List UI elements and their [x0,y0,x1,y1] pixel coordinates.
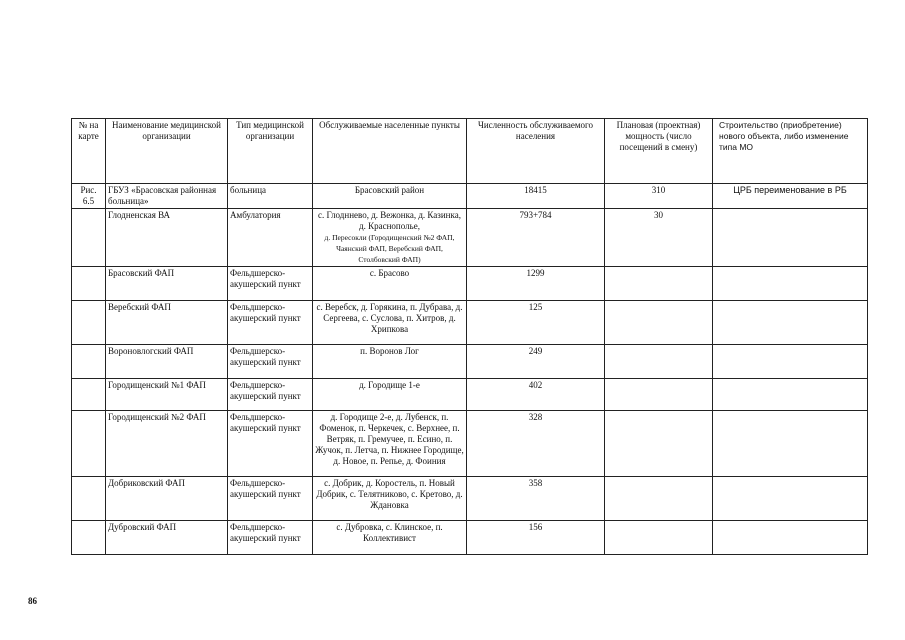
cell-capacity [605,345,713,379]
cell-type-text: больница [230,185,266,195]
cell-num [72,521,106,555]
cell-population-text: 402 [528,380,543,390]
cell-points [313,301,467,345]
cell-population-text: 1299 [526,268,545,278]
cell-points-small-text: д. Пересокли (Городищенский №2 ФАП, Чаянский ФАП, Веребский ФАП, Столбовский ФАП) [324,233,455,264]
cell-name-text: Глодненская ВА [108,210,171,220]
cell-population-text: 328 [528,412,543,422]
cell-points [313,477,467,521]
cell-capacity [605,477,713,521]
cell-capacity [605,411,713,477]
cell-points [313,267,467,301]
cell-capacity [605,267,713,301]
cell-capacity [605,209,713,267]
cell-type-text: Фельдшерско-акушерский пункт [230,346,301,367]
header-name: Наименование медицинской организации [106,119,228,184]
cell-population [467,267,605,301]
cell-population-text: 18415 [524,185,547,195]
cell-name [106,209,228,267]
cell-population-text: 358 [528,478,543,488]
organizations-table [71,118,868,555]
cell-num [72,184,106,209]
cell-num-text: Рис. 6.5 [80,185,97,206]
cell-name [106,411,228,477]
cell-name [106,345,228,379]
cell-population [467,379,605,411]
cell-type-text: Фельдшерско-акушерский пункт [230,302,301,323]
cell-type [228,477,313,521]
cell-capacity-text: 30 [654,210,663,220]
cell-construction [713,209,868,267]
cell-population-text: 125 [528,302,543,312]
cell-population [467,301,605,345]
header-capacity: Плановая (проектная) мощность (число посещений в смену) [605,119,713,184]
table-row [72,301,868,345]
cell-population [467,184,605,209]
cell-construction [713,411,868,477]
cell-construction [713,184,868,209]
cell-points-text: п. Воронов Лог [360,346,419,356]
cell-points-text: с. Дубровка, с. Клинское, п. Коллективист [336,522,443,543]
cell-num [72,345,106,379]
cell-name-text: Городищенский №2 ФАП [108,412,206,422]
table-row [72,521,868,555]
cell-num [72,267,106,301]
cell-name-text: Городищенский №1 ФАП [108,380,206,390]
cell-construction [713,267,868,301]
cell-capacity [605,521,713,555]
cell-type [228,521,313,555]
cell-construction [713,301,868,345]
cell-construction [713,477,868,521]
cell-name [106,477,228,521]
cell-name [106,521,228,555]
cell-construction [713,521,868,555]
table-row [72,477,868,521]
cell-points [313,184,467,209]
table-row [72,379,868,411]
cell-population [467,345,605,379]
table-row [72,267,868,301]
cell-type-text: Фельдшерско-акушерский пункт [230,478,301,499]
header-construction: Строительство (приобретение) нового объекта, либо изменение типа МО [713,119,868,184]
cell-capacity [605,184,713,209]
cell-points [313,411,467,477]
cell-points-text: с. Брасово [369,268,410,278]
cell-capacity [605,301,713,345]
cell-name-text: ГБУЗ «Брасовская районная больница» [108,185,217,206]
cell-type [228,411,313,477]
header-points: Обслуживаемые населенные пункты [313,119,467,184]
cell-type-text: Амбулатория [230,210,281,220]
cell-construction [713,379,868,411]
cell-name-text: Добриковский ФАП [108,478,185,488]
cell-points [313,345,467,379]
table-row [72,209,868,267]
cell-points-text: с. Добрик, д. Коростель, п. Новый Добрик, с. Телятниково, с. Кретово, д. Ждановка [316,478,463,510]
cell-name-text: Брасовский ФАП [108,268,175,278]
cell-num [72,301,106,345]
cell-population [467,209,605,267]
cell-type [228,301,313,345]
cell-capacity-text: 310 [651,185,666,195]
cell-points [313,379,467,411]
cell-type-text: Фельдшерско-акушерский пункт [230,412,301,433]
cell-type [228,209,313,267]
cell-type [228,379,313,411]
cell-population-text: 793+784 [519,210,552,220]
cell-points-text: с. Веребск, д. Горякина, п. Дубрава, д. Сергеева, с. Суслова, п. Хитров, д. Хрипкова [316,302,463,334]
cell-points-text: Брасовский район [354,185,425,195]
header-type: Тип медицинской организации [228,119,313,184]
cell-points [313,209,467,267]
table-header-row [72,119,868,184]
cell-points [313,521,467,555]
cell-capacity [605,379,713,411]
page-number: 86 [28,596,37,606]
cell-num [72,477,106,521]
cell-name [106,301,228,345]
cell-population-text: 249 [528,346,543,356]
cell-type-text: Фельдшерско-акушерский пункт [230,380,301,401]
cell-name [106,184,228,209]
cell-name-text: Веребский ФАП [108,302,171,312]
cell-name [106,267,228,301]
cell-type [228,184,313,209]
cell-population [467,477,605,521]
cell-name-text: Дубровский ФАП [108,522,177,532]
cell-type-text: Фельдшерско-акушерский пункт [230,522,301,543]
header-population: Численность обслуживаемого населения [467,119,605,184]
cell-type [228,267,313,301]
header-num: № на карте [72,119,106,184]
cell-population [467,411,605,477]
cell-population [467,521,605,555]
table-row [72,184,868,209]
cell-num [72,411,106,477]
cell-name [106,379,228,411]
cell-construction-text: ЦРБ переименование в РБ [733,185,847,195]
cell-population-text: 156 [528,522,543,532]
cell-points-text: д. Городище 2-е, д. Лубенск, п. Фоменок, п. Черкечек, с. Верхнее, п. Ветряк, п. Гремучее, п. Есино, п. Жучок, п. Летча, п. Нижнее Городище, д. Новое, п. Репье, д. Фоиния [315,412,464,466]
cell-points-text: с. Глодннево, д. Вежонка, д. Казинка, д. Краснополье, [318,210,461,231]
cell-construction [713,345,868,379]
cell-name-text: Вороновлогский ФАП [108,346,194,356]
cell-type-text: Фельдшерско-акушерский пункт [230,268,301,289]
cell-points-text: д. Городище 1-е [359,380,420,390]
cell-num [72,209,106,267]
cell-type [228,345,313,379]
table-row [72,345,868,379]
table-body [72,184,868,555]
cell-num [72,379,106,411]
table-row [72,411,868,477]
